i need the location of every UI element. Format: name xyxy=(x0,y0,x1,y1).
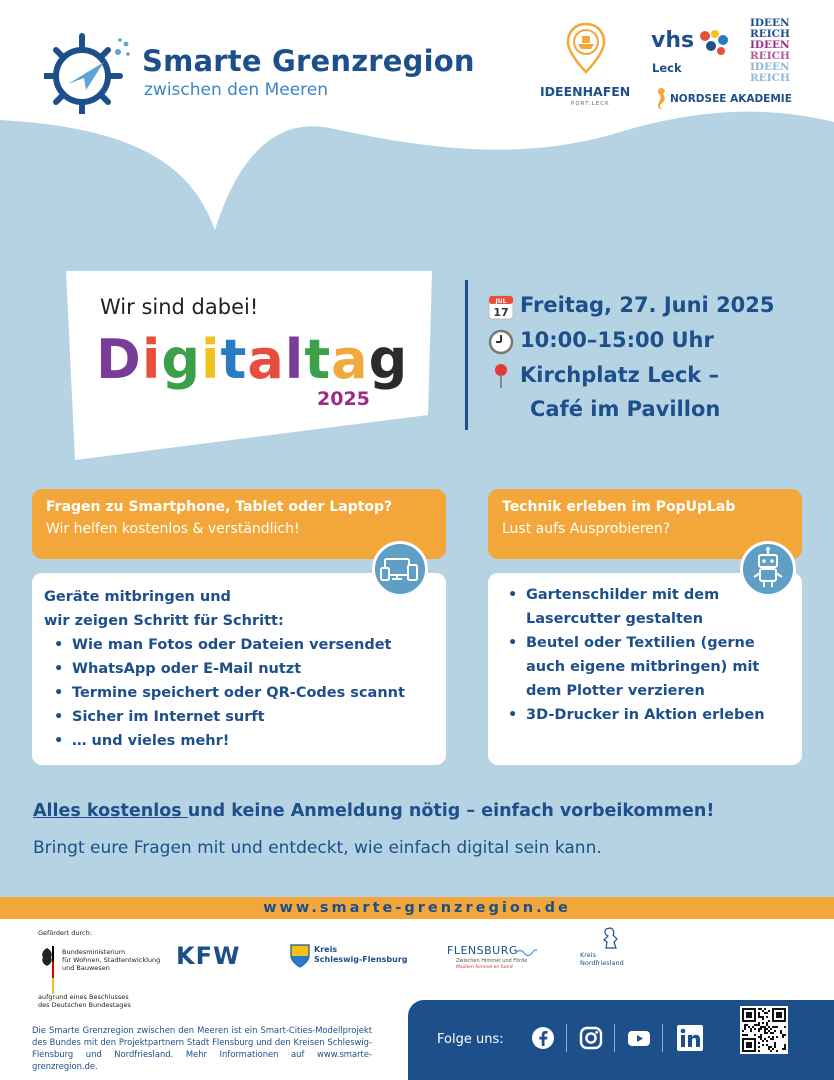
kreis-nf-name xyxy=(580,951,624,967)
ideenhafen-sublabel: PORT:LECK xyxy=(571,101,610,107)
list-item: • Beutel oder Textilien (gerne auch eigene mitbringen) mit dem Plotter verzieren xyxy=(498,631,786,703)
card-right-heading: Technik erleben im PopUpLab xyxy=(502,499,736,515)
instagram-icon[interactable] xyxy=(579,1026,603,1054)
list-item: • Sicher im Internet surft xyxy=(44,705,434,729)
devices-icon xyxy=(372,541,428,597)
ideenreich-line: REICH xyxy=(750,72,790,84)
bundestag-line: aufgrund eines Beschlusses xyxy=(38,993,129,1001)
ideenhafen-label: IDEENHAFEN xyxy=(540,84,631,99)
qr-code[interactable] xyxy=(740,1006,788,1054)
brand-title: Smarte Grenzregion xyxy=(142,44,475,78)
card-right-subheading: Lust aufs Ausprobieren? xyxy=(502,521,671,537)
ministry-name xyxy=(62,948,160,972)
flensburg-logo: FLENSBURG xyxy=(447,944,518,957)
ministry-line: Bundesministerium xyxy=(62,948,126,956)
digitaltag-letter: i xyxy=(201,328,221,391)
kreis-sf-crest-icon xyxy=(290,944,310,968)
nordsee-akademie-label: NORDSEE AKADEMIE xyxy=(670,93,792,105)
list-item: • Termine speichert oder QR-Codes scannt xyxy=(44,681,434,705)
card-left-lead: Geräte mitbringen und xyxy=(44,589,231,605)
ideenreich-line: REICH xyxy=(750,50,790,62)
card-right-body xyxy=(488,573,802,765)
ministry-line: für Wohnen, Stadtentwicklung xyxy=(62,956,161,964)
ministry-line: und Bauwesen xyxy=(62,964,110,972)
divider-line xyxy=(465,280,468,430)
vhs-sublabel: Leck xyxy=(652,61,682,75)
digitaltag-letter: a xyxy=(331,328,369,391)
funded-by-label: Gefördert durch: xyxy=(38,929,92,937)
list-item: • WhatsApp oder E-Mail nutzt xyxy=(44,657,434,681)
calendar-day: 17 xyxy=(493,306,509,319)
kreis-nf-line: Nordfriesland xyxy=(580,959,624,967)
youtube-icon[interactable] xyxy=(627,1026,651,1054)
event-time: 10:00–15:00 Uhr xyxy=(520,328,714,352)
kfw-logo: KFW xyxy=(176,942,241,970)
digitaltag-letter: a xyxy=(247,328,285,391)
digitaltag-letter: l xyxy=(284,328,305,391)
linkedin-icon[interactable] xyxy=(676,1024,704,1056)
list-item: • 3D-Drucker in Aktion erleben xyxy=(498,703,786,727)
list-item: • … und vieles mehr! xyxy=(44,729,434,753)
digitaltag-letter: D xyxy=(96,328,142,391)
website-url[interactable]: www.smarte-grenzregion.de xyxy=(0,897,834,919)
calendar-icon xyxy=(488,294,514,320)
digitaltag-letter: g xyxy=(368,328,409,391)
card-left-list xyxy=(44,633,434,753)
bundestag-note xyxy=(38,993,131,1009)
callout-headline xyxy=(33,801,714,821)
robot-icon xyxy=(740,541,796,597)
ideenhafen-logo-icon xyxy=(566,22,606,74)
social-divider xyxy=(566,1024,567,1052)
event-location-line2: Café im Pavillon xyxy=(530,397,721,421)
vhs-dots-icon xyxy=(699,28,729,56)
ideenreich-line: IDEEN xyxy=(750,17,790,29)
seahorse-icon xyxy=(655,87,667,111)
kreis-sf-line: Schleswig-Flensburg xyxy=(314,955,408,964)
callout-underlined: Alles kostenlos xyxy=(33,801,188,821)
digitaltag-logo xyxy=(96,328,408,391)
calendar-month: JUL xyxy=(495,298,507,305)
follow-label: Folge uns: xyxy=(437,1032,504,1047)
ideenreich-line: IDEEN xyxy=(750,61,790,73)
social-divider xyxy=(662,1024,663,1052)
callout-rest: und keine Anmeldung nötig – einfach vorbeikommen! xyxy=(187,801,715,821)
digitaltag-year: 2025 xyxy=(317,388,370,410)
brand-subtitle: zwischen den Meeren xyxy=(144,80,329,100)
federal-eagle-icon xyxy=(40,946,54,996)
card-left-heading: Fragen zu Smartphone, Tablet oder Laptop? xyxy=(46,499,393,515)
smarte-grenzregion-logo xyxy=(44,32,134,114)
card-left-subheading: Wir helfen kostenlos & verständlich! xyxy=(46,521,300,537)
digitaltag-letter: g xyxy=(161,328,201,391)
kreis-sf-line: Kreis xyxy=(314,945,338,954)
ideenreich-line: IDEEN xyxy=(750,39,790,51)
digitaltag-letter: i xyxy=(141,328,162,391)
kreis-nf-crest-icon xyxy=(598,926,622,952)
location-pin-icon xyxy=(492,362,510,390)
project-description: Die Smarte Grenzregion zwischen den Meeren ist ein Smart-Cities-Modellprojekt des Bundes mit den Projektpartnern Stadt Flensburg und den Kreisen Schleswig-Flensburg und Nordfriesland. Mehr Informationen auf www.smarte-grenzregion.de. xyxy=(32,1025,372,1071)
social-divider xyxy=(614,1024,615,1052)
kreis-sf-name xyxy=(314,945,408,965)
event-location-line1: Kirchplatz Leck – xyxy=(520,363,720,387)
event-date: Freitag, 27. Juni 2025 xyxy=(520,293,775,317)
list-item: • Wie man Fotos oder Dateien versendet xyxy=(44,633,434,657)
bundestag-line: des Deutschen Bundestages xyxy=(38,1001,131,1009)
digitaltag-letter: t xyxy=(304,328,332,391)
card-left-lead: wir zeigen Schritt für Schritt: xyxy=(44,613,284,629)
card-left-body xyxy=(32,573,446,765)
list-item: • Gartenschilder mit dem Lasercutter gestalten xyxy=(498,583,786,631)
wave-icon xyxy=(515,942,537,952)
ideenreich-logo xyxy=(750,18,790,84)
flensburg-tagline2: Madiem himmel en fuord xyxy=(456,965,513,970)
kreis-nf-line: Kreis xyxy=(580,951,596,959)
digitaltag-letter: t xyxy=(220,328,248,391)
ideenreich-line: REICH xyxy=(750,28,790,40)
facebook-icon[interactable] xyxy=(531,1026,555,1054)
vhs-label: vhs xyxy=(651,28,695,53)
flensburg-tagline: Zwischen Himmel und Förde xyxy=(456,958,528,964)
card-right-list xyxy=(498,583,786,727)
clock-icon xyxy=(488,329,514,355)
callout-subline: Bringt eure Fragen mit und entdeckt, wie einfach digital sein kann. xyxy=(33,838,602,858)
digitaltag-intro: Wir sind dabei! xyxy=(100,295,259,319)
